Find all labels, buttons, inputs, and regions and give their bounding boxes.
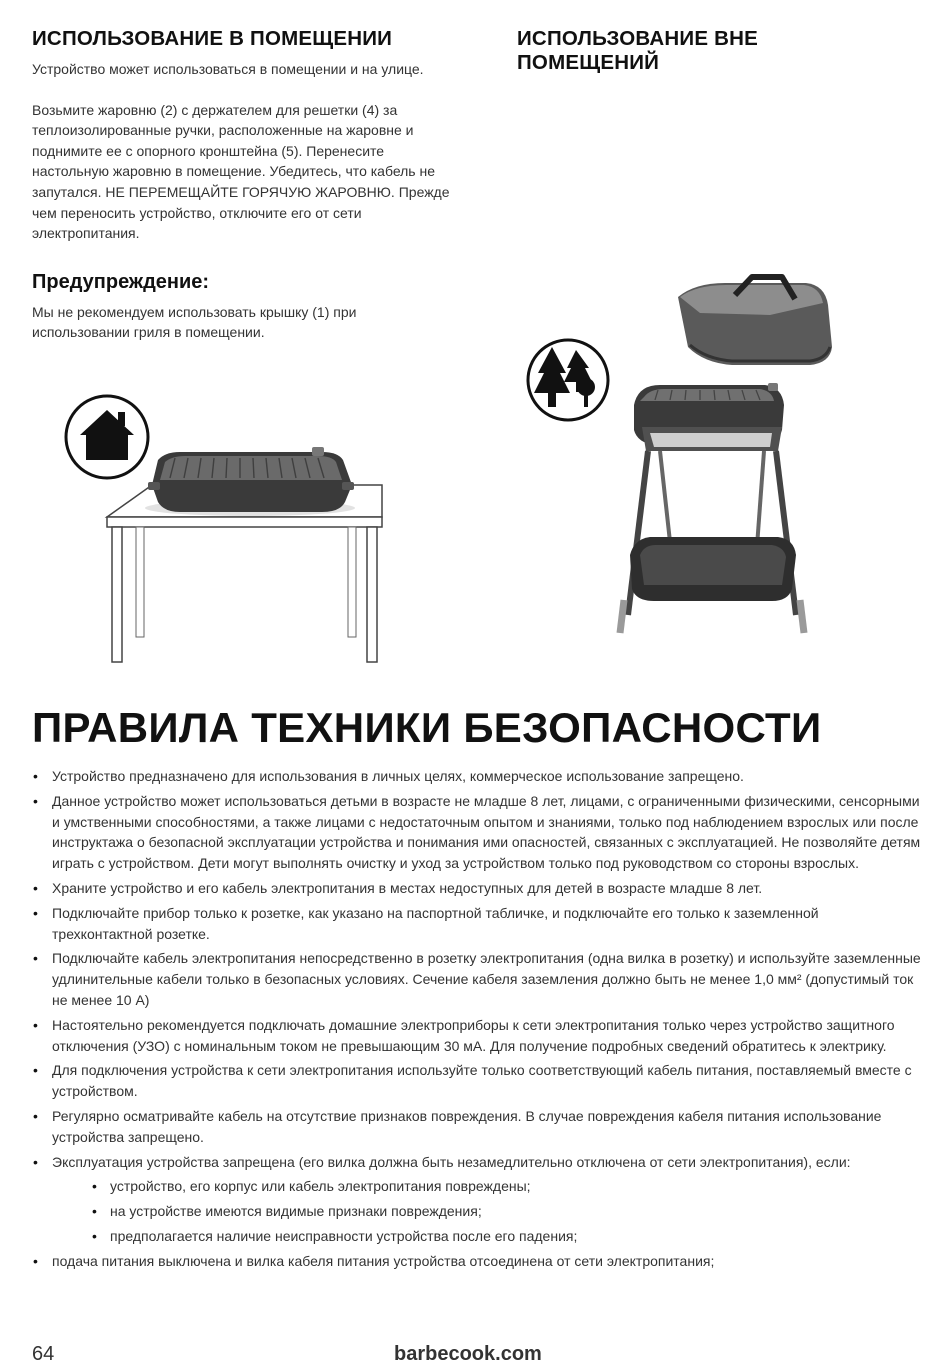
list-item: • Подключайте прибор только к розетке, как указано на паспортной табличке, и подключайте его только к заземленной трехконтактной розетке. <box>32 903 922 945</box>
list-item: • подача питания выключена и вилка кабеля питания устройства отсоединена от сети электропитания; <box>32 1251 922 1272</box>
indoor-para-1: Устройство может использоваться в помещении и на улице. <box>32 61 424 77</box>
site-url: barbecook.com <box>394 1343 542 1365</box>
indoor-illustration <box>60 390 400 670</box>
indoor-para-2: Возьмите жаровню (2) с держателем для решетки (4) за теплоизолированные ручки, расположенные на жаровне и поднимите ее с опорного кронштейна (5). Перенесите настольную жаровню в помещение. Убедитесь, что кабель не запутался. НЕ ПЕРЕМЕЩАЙТЕ ГОРЯЧУЮ ЖАРОВНЮ. Прежде чем переносить устройство, отключите его от сети электропитания. <box>32 101 450 242</box>
safety-title: ПРАВИЛА ТЕХНИКИ БЕЗОПАСНОСТИ <box>32 704 822 751</box>
sub-list <box>52 1176 922 1246</box>
list-item <box>32 1152 922 1247</box>
standing-grill-drawing <box>620 383 804 633</box>
list-item: • Для подключения устройства к сети электропитания используйте только соответствующий кабель питания, поставляемый вместе с устройством. <box>32 1060 922 1102</box>
indoor-section <box>32 27 452 343</box>
list-item: • Данное устройство может использоваться детьми в возрасте не младше 8 лет, лицами, с ограниченными физическими, сенсорными и умственными способностями, а также лицами с недостаточным опытом и знаниями, только под наблюдением взрослых или после инструктажа о безопасной эксплуатации устройства и понимания ими опасностей, связанных с эксплуатацией. Не позволяйте детям играть с устройством. Дети могут выполнять очистку и уход за устройством только под руководством со стороны взрослых. <box>32 791 922 874</box>
sub-list-item: • устройство, его корпус или кабель электропитания повреждены; <box>52 1176 922 1197</box>
grill-lid-drawing <box>678 277 832 365</box>
table-grill-drawing <box>145 447 355 516</box>
list-item: • Настоятельно рекомендуется подключать домашние электроприборы к сети электропитания только через устройство защитного отключения (УЗО) с номинальным током не превышающим 30 мА. Для получение подробных сведений обратитесь к электрику. <box>32 1015 922 1057</box>
indoor-title: ИСПОЛЬЗОВАНИЕ В ПОМЕЩЕНИИ <box>32 27 393 50</box>
warning-text: Мы не рекомендуем использовать крышку (1) при использовании гриля в помещении. <box>32 303 357 341</box>
outdoor-section <box>517 27 917 83</box>
safety-rules-list <box>32 766 922 1276</box>
list-item-text: Эксплуатация устройства запрещена (его вилка должна быть незамедлительно отключена от сети электропитания), если: <box>52 1153 851 1170</box>
trees-icon <box>528 340 608 420</box>
page-number: 64 <box>32 1343 55 1365</box>
list-item: • Храните устройство и его кабель электропитания в местах недоступных для детей в возрасте младше 8 лет. <box>32 878 922 899</box>
warning-title: Предупреждение: <box>32 270 210 293</box>
outdoor-illustration <box>520 255 850 645</box>
list-item: • Регулярно осматривайте кабель на отсутствие признаков повреждения. В случае повреждения кабеля питания использование устройства запрещено. <box>32 1106 922 1148</box>
sub-list-item: • на устройстве имеются видимые признаки повреждения; <box>52 1201 922 1222</box>
list-item: • Устройство предназначено для использования в личных целях, коммерческое использование запрещено. <box>32 766 922 787</box>
outdoor-title: ИСПОЛЬЗОВАНИЕ ВНЕ ПОМЕЩЕНИЙ <box>517 27 759 74</box>
list-item: • Подключайте кабель электропитания непосредственно в розетку электропитания (одна вилка в розетку) и используйте заземленные удлинительные кабели только в безопасных условиях. Сечение кабеля заземления должно быть не менее 1,0 мм² (допустимый ток не менее 10 А) <box>32 948 922 1010</box>
house-icon <box>66 396 148 478</box>
sub-list-item: • предполагается наличие неисправности устройства после его падения; <box>52 1226 922 1247</box>
